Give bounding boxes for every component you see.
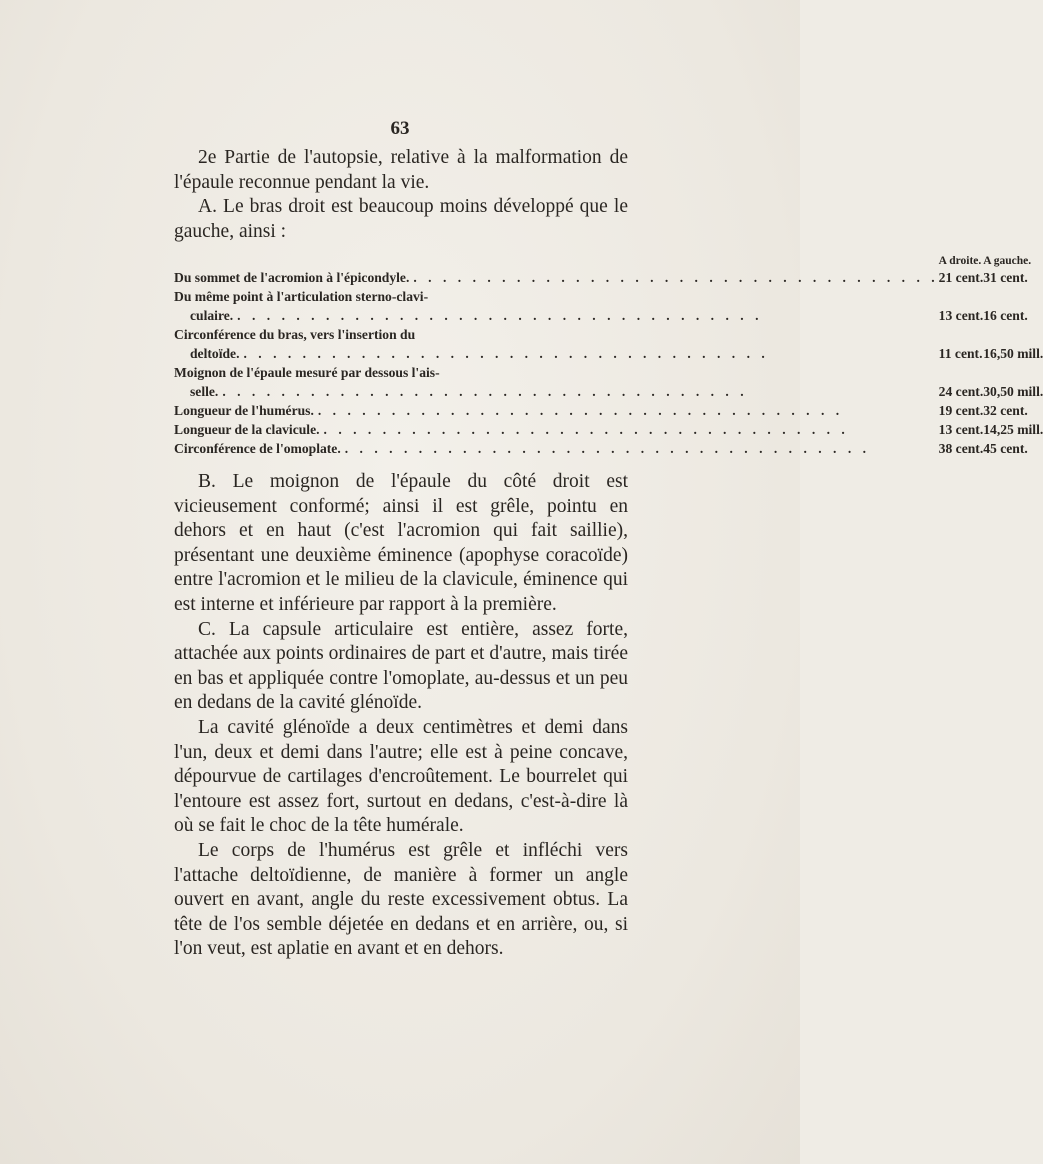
row-value-left: 16 cent. bbox=[983, 308, 1028, 323]
table-row bbox=[174, 438, 1043, 457]
table-row bbox=[174, 267, 1043, 286]
row-label: Longueur de l'humérus. bbox=[174, 403, 314, 418]
row-label-line1: Du même point à l'articulation sterno-clavi- bbox=[174, 289, 429, 304]
paragraph-b: B. Le moignon de l'épaule du côté droit est vicieusement conformé; ainsi il est grêle, pointu en dehors et en haut (c'est l'acromion qui fait saillie), présentant une deuxième éminence (apophyse coracoïde) entre l'acromion et le milieu de la clavicule, éminence qui est interne et inférieure par rapport à la première. bbox=[174, 471, 628, 615]
row-value-left: 14,25 mill. bbox=[983, 422, 1043, 437]
row-label: Longueur de la clavicule. bbox=[174, 422, 320, 437]
measurement-table bbox=[174, 250, 1043, 457]
body-text bbox=[174, 470, 628, 962]
table-row-label-line bbox=[174, 324, 1043, 343]
paragraph-humerus: Le corps de l'humérus est grêle et infléchi vers l'attache deltoïdienne, de manière à former un angle ouvert en avant, angle du reste excessivement obtus. La tête de l'os semble déjetée en dedans et en arrière, ou, si l'on veut, est aplatie en avant et en dehors. bbox=[174, 839, 628, 960]
row-value-left: 31 cent. bbox=[983, 270, 1028, 285]
table-row-label-line bbox=[174, 362, 1043, 381]
paragraph-glenoid: La cavité glénoïde a deux centimètres et demi dans l'un, deux et demi dans l'autre; elle est à peine concave, dépourvue de cartilages d'encroûtement. Le bourrelet qui l'entoure est assez fort, surtout en dedans, c'est-à-dire là où se fait le choc de la tête humérale. bbox=[174, 716, 628, 837]
table-row bbox=[174, 305, 1043, 324]
row-value-right: 13 cent. bbox=[938, 308, 984, 323]
table-row bbox=[174, 419, 1043, 438]
table-row-label-line bbox=[174, 286, 1043, 305]
row-value-right: 19 cent. bbox=[938, 403, 984, 418]
section-heading: 2e Partie de l'autopsie, relative à la malformation de l'épaule reconnue pendant la vie. bbox=[174, 147, 628, 193]
column-header-left: A gauche. bbox=[983, 255, 1032, 267]
table-row bbox=[174, 381, 1043, 400]
page-number: 63 bbox=[390, 118, 410, 139]
row-label: deltoïde. bbox=[190, 346, 240, 361]
table-row bbox=[174, 400, 1043, 419]
intro-text bbox=[174, 146, 628, 244]
row-value-right: 13 cent. bbox=[938, 422, 984, 437]
row-value-right: 11 cent. bbox=[938, 346, 983, 361]
column-header-right: A droite. bbox=[938, 255, 982, 267]
row-label: Du sommet de l'acromion à l'épicondyle. bbox=[174, 270, 410, 285]
row-value-left: 16,50 mill. bbox=[983, 346, 1043, 361]
row-label-line1: Circonférence du bras, vers l'insertion du bbox=[174, 327, 416, 342]
paragraph-a: A. Le bras droit est beaucoup moins développé que le gauche, ainsi : bbox=[174, 196, 628, 242]
row-value-right: 21 cent. bbox=[938, 270, 984, 285]
table-header bbox=[174, 250, 1043, 267]
row-label: Circonférence de l'omoplate. bbox=[174, 441, 341, 456]
row-label-line1: Moignon de l'épaule mesuré par dessous l'ais- bbox=[174, 365, 440, 380]
table-row bbox=[174, 343, 1043, 362]
row-value-left: 45 cent. bbox=[983, 441, 1028, 456]
row-value-left: 30,50 mill. bbox=[983, 384, 1043, 399]
paragraph-c: C. La capsule articulaire est entière, assez forte, attachée aux points ordinaires de part et d'autre, mais tirée en bas et appliquée contre l'omoplate, au-dessus et un peu en dedans de la cavité glénoïde. bbox=[174, 618, 628, 714]
row-value-left: 32 cent. bbox=[983, 403, 1028, 418]
row-label: culaire. bbox=[190, 308, 234, 323]
row-value-right: 24 cent. bbox=[938, 384, 984, 399]
row-value-right: 38 cent. bbox=[938, 441, 984, 456]
row-label: selle. bbox=[190, 384, 219, 399]
